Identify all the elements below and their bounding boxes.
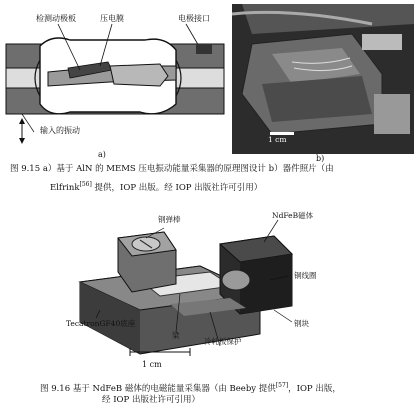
label-steel-rod: 钢弹棒 (158, 215, 181, 224)
subfigure-b-label: b) (316, 154, 325, 163)
label-ndfeb-magnet: NdFeB磁体 (272, 211, 314, 220)
caption-9-16-text: 图 9.16 基于 NdFeB 磁体的电磁能量采集器（由 Beeby 提供 (40, 383, 276, 394)
label-beam: 梁 (172, 331, 180, 340)
caption-9-15-rest: 提供，IOP 出版。经 IOP 出版社许可引用） (91, 182, 263, 193)
mems-schematic-drawing (0, 0, 230, 165)
figure-9-15-photo (232, 4, 414, 154)
figure-9-16-photo (60, 211, 360, 364)
label-base: TecatronGF40底座 (66, 319, 136, 328)
figure-9-15-caption (10, 163, 414, 193)
subfigure-a-label: a) (98, 150, 106, 159)
label-input-vibration: 输入的振动 (40, 126, 80, 135)
caption-9-15-ref: [56] (79, 181, 92, 188)
caption-9-16-ref: [57] (275, 382, 289, 389)
label-electrode: 电极接口 (178, 14, 210, 23)
device-photo-rendering (232, 4, 414, 154)
label-piezo-film: 压电膜 (100, 14, 124, 23)
caption-9-15-line-2 (50, 178, 262, 195)
caption-9-15-author: Elfrink (50, 182, 80, 193)
label-steel-block: 钢块 (294, 319, 309, 328)
label-proof-mass: 检测动极板 (36, 14, 76, 23)
caption-9-15-line-1: 图 9.15 a）基于 AlN 的 MEMS 压电振动能量采集器的原理图设计 b）器件照片（由 (10, 164, 334, 174)
caption-9-16-line-2: 经 IOP 出版社许可引用） (102, 395, 200, 405)
figure-9-16-caption (40, 379, 416, 411)
caption-9-16-rest: ，IOP 出版， (288, 383, 341, 394)
label-cold-rolled-plate: 冷轧板保护 (204, 337, 242, 346)
label-copper-coil: 铜线圈 (294, 271, 317, 280)
photo-scale-bar-label: 1 cm (268, 135, 287, 144)
figure-9-15-schematic (0, 0, 230, 165)
fig-9-16-scale-label: 1 cm (142, 360, 162, 369)
